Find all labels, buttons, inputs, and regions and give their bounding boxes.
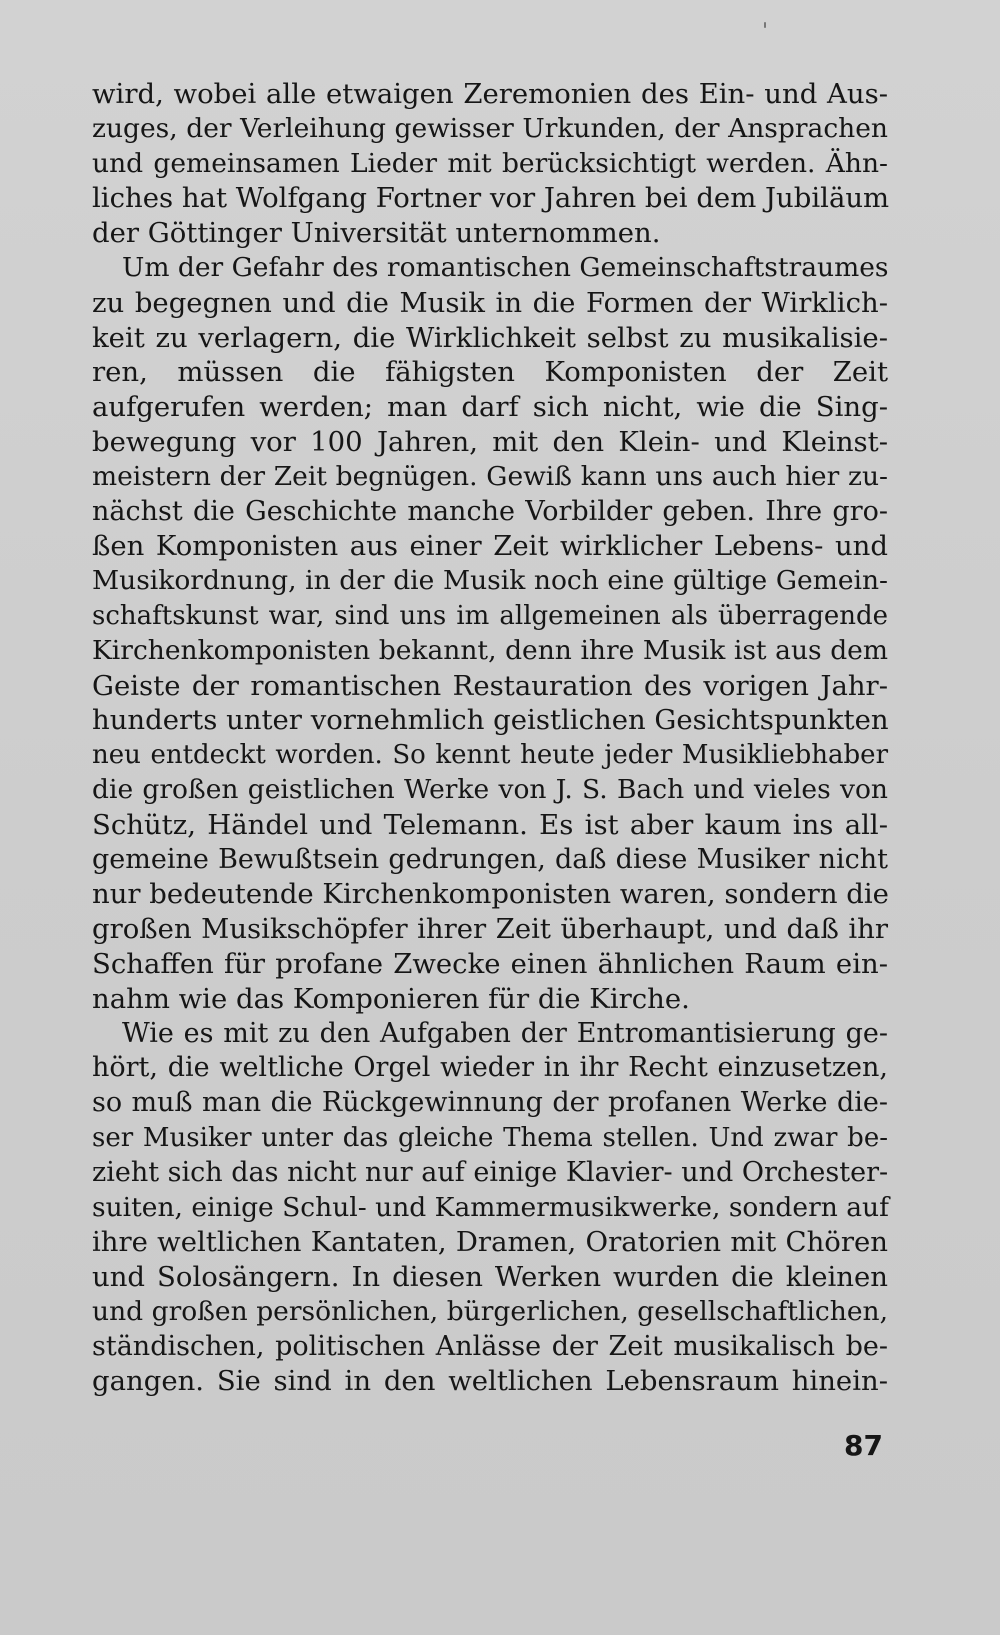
text-line: und Solosängern. In diesen Werken wurden die kleinen bbox=[92, 1261, 888, 1294]
text-line: schaftskunst war, sind uns im allgemeinen als überragende bbox=[92, 600, 888, 631]
text-line: nahm wie das Komponieren für die Kirche. bbox=[92, 982, 690, 1015]
body-text bbox=[92, 77, 888, 1399]
text-line: zuges, der Verleihung gewisser Urkunden, der Ansprachen bbox=[92, 112, 888, 144]
text-line: liches hat Wolfgang Fortner vor Jahren bei dem Jubiläum bbox=[92, 182, 890, 215]
text-line: so muß man die Rückgewinnung der profanen Werke die- bbox=[92, 1087, 888, 1119]
text-line: Schütz, Händel und Telemann. Es ist aber kaum ins all- bbox=[92, 808, 888, 841]
page-number: 87 bbox=[844, 1429, 883, 1462]
text-line: gangen. Sie sind in den weltlichen Lebensraum hinein- bbox=[92, 1365, 888, 1398]
text-line: Schaffen für profane Zwecke einen ähnlichen Raum ein- bbox=[92, 947, 888, 980]
text-line: keit zu verlagern, die Wirklichkeit selbst zu musikalisie- bbox=[92, 321, 888, 354]
text-line: nächst die Geschichte manche Vorbilder geben. Ihre gro- bbox=[92, 495, 888, 527]
text-line: ßen Komponisten aus einer Zeit wirklicher Lebens- und bbox=[92, 530, 888, 563]
text-line: Musikordnung, in der die Musik noch eine gültige Gemein- bbox=[92, 565, 888, 597]
print-speck bbox=[764, 22, 766, 28]
paragraph-first-line: Wie es mit zu den Aufgaben der Entromantisierung ge- bbox=[122, 1017, 888, 1049]
text-line: der Göttinger Universität unternommen. bbox=[92, 217, 661, 250]
paragraph-first-line: Um der Gefahr des romantischen Gemeinschaftstraumes bbox=[122, 251, 889, 283]
text-line: neu entdeckt worden. So kennt heute jeder Musikliebhaber bbox=[92, 740, 888, 771]
text-line: zieht sich das nicht nur auf einige Klavier- und Orchester- bbox=[92, 1156, 889, 1188]
text-line: und großen persönlichen, bürgerlichen, gesellschaftlichen, bbox=[92, 1295, 888, 1327]
text-line: hört, die weltliche Orgel wieder in ihr Recht einzusetzen, bbox=[92, 1052, 888, 1084]
text-line: Kirchenkomponisten bekannt, denn ihre Musik ist aus dem bbox=[92, 634, 888, 666]
text-line: ren, müssen die fähigsten Komponisten der Zeit bbox=[92, 356, 888, 389]
text-line: suiten, einige Schul- und Kammermusikwerke, sondern auf bbox=[92, 1191, 889, 1223]
text-line: ser Musiker unter das gleiche Thema stellen. Und zwar be- bbox=[92, 1122, 888, 1153]
text-line: gemeine Bewußtsein gedrungen, daß diese Musiker nicht bbox=[92, 843, 888, 875]
text-line: meistern der Zeit begnügen. Gewiß kann uns auch hier zu- bbox=[92, 460, 888, 492]
text-line: zu begegnen und die Musik in die Formen der Wirklich- bbox=[92, 286, 888, 319]
text-line: die großen geistlichen Werke von J. S. Bach und vieles von bbox=[92, 773, 888, 805]
text-line: bewegung vor 100 Jahren, mit den Klein- und Kleinst- bbox=[92, 425, 888, 458]
text-line: nur bedeutende Kirchenkomponisten waren, sondern die bbox=[92, 878, 889, 911]
text-line: ihre weltlichen Kantaten, Dramen, Oratorien mit Chören bbox=[92, 1226, 888, 1259]
text-line: aufgerufen werden; man darf sich nicht, wie die Sing- bbox=[92, 391, 888, 424]
text-line: ständischen, politischen Anlässe der Zeit musikalisch be- bbox=[92, 1330, 888, 1362]
text-line: und gemeinsamen Lieder mit berücksichtigt werden. Ähn- bbox=[92, 147, 888, 179]
text-line: großen Musikschöpfer ihrer Zeit überhaupt, und daß ihr bbox=[92, 913, 888, 946]
text-line: hunderts unter vornehmlich geistlichen Gesichtspunkten bbox=[92, 704, 889, 737]
text-line: wird, wobei alle etwaigen Zeremonien des Ein- und Aus- bbox=[92, 78, 888, 110]
text-line: Geiste der romantischen Restauration des vorigen Jahr- bbox=[92, 669, 888, 702]
